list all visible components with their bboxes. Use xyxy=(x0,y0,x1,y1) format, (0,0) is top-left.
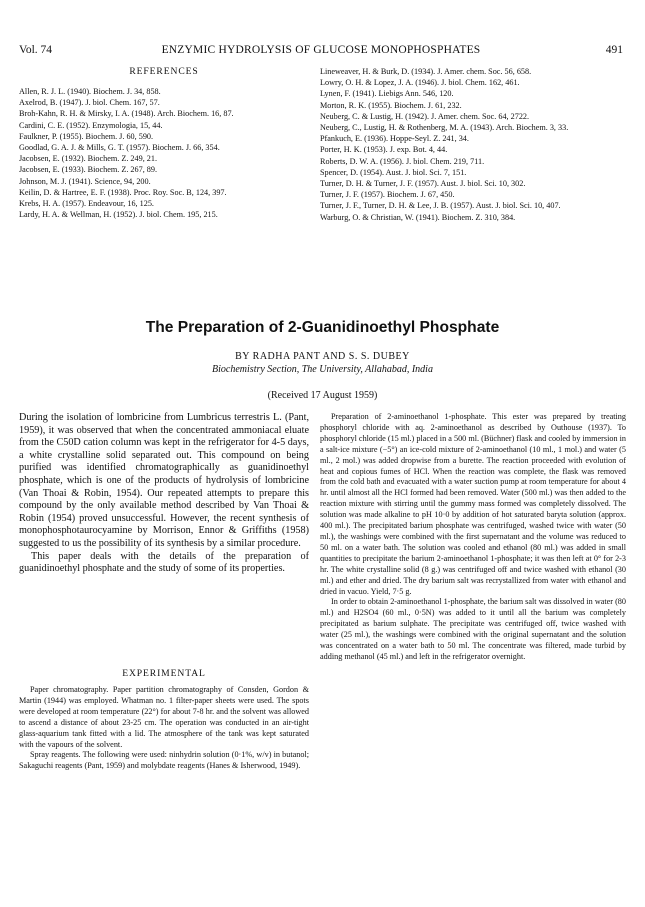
reference-entry: Porter, H. K. (1953). J. exp. Bot. 4, 44. xyxy=(320,145,448,155)
reference-entry: Lardy, H. A. & Wellman, H. (1952). J. biol. Chem. 195, 215. xyxy=(19,210,218,220)
experimental-right-column xyxy=(320,412,626,663)
references-left-column xyxy=(19,86,309,220)
page-header xyxy=(19,44,623,60)
reference-entry: Krebs, H. A. (1957). Endeavour, 16, 125. xyxy=(19,199,154,209)
reference-entry: Faulkner, P. (1955). Biochem. J. 60, 590. xyxy=(19,131,154,141)
reference-entry: Neuberg, C. & Lustig, H. (1942). J. Amer. chem. Soc. 64, 2722. xyxy=(320,111,530,121)
author-byline: BY RADHA PANT AND S. S. DUBEY xyxy=(235,351,410,362)
reference-entry: Keilin, D. & Hartree, E. F. (1938). Proc. Roy. Soc. B, 124, 397. xyxy=(19,187,227,197)
reference-entry: Allen, R. J. L. (1940). Biochem. J. 34, 858. xyxy=(19,87,161,96)
reference-entry: Jacobsen, E. (1932). Biochem. Z. 249, 21. xyxy=(19,154,158,164)
running-title: ENZYMIC HYDROLYSIS OF GLUCOSE MONOPHOSPHATES xyxy=(161,44,481,56)
reference-entry: Pfankuch, E. (1936). Hoppe-Seyl. Z. 241, 34. xyxy=(320,134,469,144)
intro-paragraph: During the isolation of lombricine from Lumbricus terrestris L. (Pant, 1959), it was observed that when the concentrated ammoniacal eluate from the C50D cation column was kept in the refrigerator for 4-5 days, a white crystalline solid separated out. This compound on being purified was identified chromatographically as guanidinoethyl phosphate, which is one of the products of hydrolysis of lombricine (Van Thoai & Robin, 1954). Our repeated attempts to prepare this compound by the only available method described by Van Thoai & Robin (1954) proved unsuccessful. However, the recent synthesis of monophosphotaurocyamine by Morrison, Ennor & Griffiths (1958) suggested to us the possibility of its synthesis by a similar procedure. xyxy=(19,412,309,549)
author-affiliation: Biochemistry Section, The University, Allahabad, India xyxy=(212,364,433,375)
reference-entry: Goodlad, G. A. J. & Mills, G. T. (1957). Biochem. J. 66, 354. xyxy=(19,143,220,153)
reference-entry: Axelrod, B. (1947). J. biol. Chem. 167, 57. xyxy=(19,98,160,108)
reference-entry: Turner, J. F. (1957). Biochem. J. 67, 450. xyxy=(320,190,455,200)
experimental-heading: EXPERIMENTAL xyxy=(122,668,206,679)
reference-entry: Morton, R. K. (1955). Biochem. J. 61, 232. xyxy=(320,100,462,110)
article-title: The Preparation of 2-Guanidinoethyl Phosphate xyxy=(145,319,500,336)
reference-entry: Neuberg, C., Lustig, H. & Rothenberg, M. A. (1943). Arch. Biochem. 3, 33. xyxy=(320,123,569,133)
reference-entry: Lineweaver, H. & Burk, D. (1934). J. Amer. chem. Soc. 56, 658. xyxy=(320,67,532,76)
reference-entry: Lowry, O. H. & Lopez, J. A. (1946). J. biol. Chem. 162, 461. xyxy=(320,78,520,88)
experimental-left-column xyxy=(19,685,309,772)
reference-entry: Spencer, D. (1954). Aust. J. biol. Sci. 7, 151. xyxy=(320,167,467,177)
methods-paragraph: In order to obtain 2-aminoethanol 1-phosphate, the barium salt was dissolved in water (80 ml.) and H2SO4 (60 ml., 0·5N) was added to it until all the barium was completely precipitated as barium sulphate. The precipitate was centrifuged off, twice washed with water (25 ml.), the washings were combined with the original supernatant and the solution was concentrated on a water bath to 50 ml. The concentrate was filtered, made turbid by adding methanol (45 ml.) and left in the refrigerator overnight. xyxy=(320,597,626,661)
methods-paragraph: Spray reagents. The following were used: ninhydrin solution (0·1%, w/v) in butanol; Sakaguchi reagents (Pant, 1959) and molybdate reagents (Hanes & Isherwood, 1949). xyxy=(19,750,309,771)
methods-paragraph: Preparation of 2-aminoethanol 1-phosphate. This ester was prepared by treating phosphoryl chloride with aq. 2-aminoethanol as described by Outhouse (1937). To phosphoryl chloride (15 ml.) placed in a 500 ml. (Büchner) flask and cooled by immersion in a salt-ice mixture (−5°) an ice-cold mixture of 2-aminoethanol (10 ml., 1 mol.) and water (5 ml., 2 mol.) was added dropwise from a burette. The reaction proceeded with evolution of heat and copious fumes of HCl. When the reaction was complete, the flask was removed from the cold bath and evacuated with a water suction pump at room temperature for about 4 hr. until almost all the HCl formed had been removed. Water (500 ml.) was then added to the reaction mixture with stirring until the gummy mass formed was completely dissolved. The solution was made alkaline to pH 10·0 by addition of hot saturated baryta solution (approx. 400 ml.). The precipitated barium phosphate was centrifuged, washed twice with water (50 ml.), the washings were combined with the first supernatant and the volume was reduced to 50 ml. on a water bath. The solution was cooled and ethanol (80 ml.) was added in small quantities to precipitate the barium 2-aminoethanol 1-phosphate; it was then left at 0° for 2-3 hr. The white crystalline solid (8 g.) was centrifuged off and twice washed with ethanol (30 ml.) and ether and dried. The dry barium salt was recrystallized from water with ethanol and dried in vacuo. Yield, 7·5 g. xyxy=(320,412,626,596)
reference-entry: Cardini, C. E. (1952). Enzymologia, 15, 44. xyxy=(19,120,163,130)
reference-entry: Johnson, M. J. (1941). Science, 94, 200. xyxy=(19,176,151,186)
received-date: (Received 17 August 1959) xyxy=(267,390,378,401)
intro-paragraph: This paper deals with the details of the preparation of guanidinoethyl phosphate and the study of some of its properties. xyxy=(19,550,309,575)
page-number: 491 xyxy=(605,44,623,56)
methods-paragraph: Paper chromatography. Paper partition chromatography of Consden, Gordon & Martin (1944) was employed. Whatman no. 1 filter-paper sheets were used. The spots were developed at room temperature (22°) for about 7-8 hr. and the solvent was allowed to ascend a distance of about 23-25 cm. The operation was conducted in an air-tight glass-aquarium tank fitted with a lid. The atmosphere of the tank was kept saturated with the vapours of the solvent. xyxy=(19,685,309,749)
reference-entry: Turner, D. H. & Turner, J. F. (1957). Aust. J. biol. Sci. 10, 302. xyxy=(320,179,526,189)
introduction xyxy=(19,412,309,576)
reference-entry: Warburg, O. & Christian, W. (1941). Biochem. Z. 310, 384. xyxy=(320,212,516,222)
references-right-column xyxy=(320,66,626,223)
reference-entry: Lynen, F. (1941). Liebigs Ann. 546, 120. xyxy=(320,89,454,99)
volume-label: Vol. 74 xyxy=(19,44,53,56)
reference-entry: Roberts, D. W. A. (1956). J. biol. Chem. 219, 711. xyxy=(320,156,485,166)
reference-entry: Jacobsen, E. (1933). Biochem. Z. 267, 89. xyxy=(19,165,158,175)
references-heading: REFERENCES xyxy=(129,66,199,77)
reference-entry: Broh-Kahn, R. H. & Mirsky, I. A. (1948). Arch. Biochem. 16, 87. xyxy=(19,109,234,119)
reference-entry: Turner, J. F., Turner, D. H. & Lee, J. B. (1957). Aust. J. biol. Sci. 10, 407. xyxy=(320,201,561,211)
